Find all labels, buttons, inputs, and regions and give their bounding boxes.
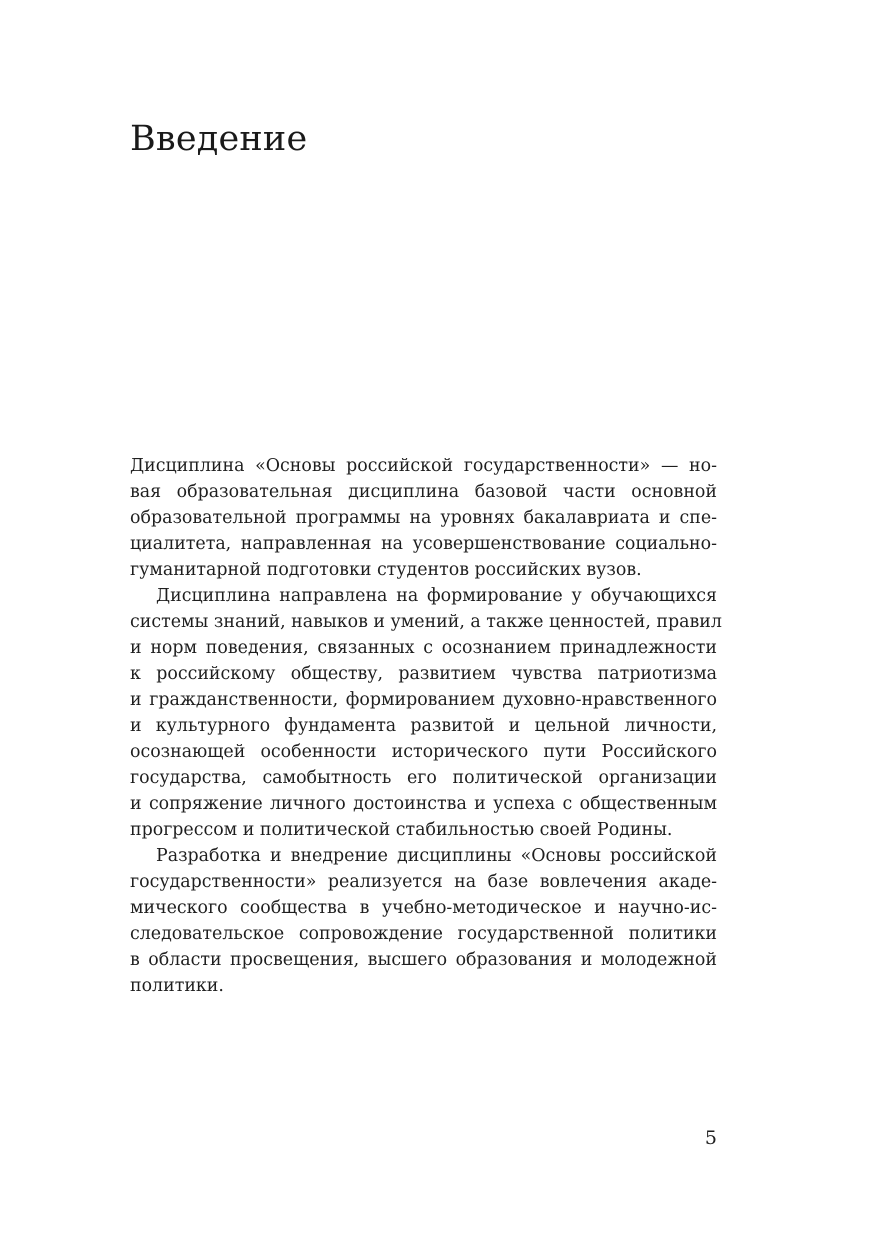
text-line: гуманитарной подготовки студентов российских вузов.: [130, 560, 642, 580]
text-line: вая образовательная дисциплина базовой части основной: [130, 482, 717, 502]
text-line: мического сообщества в учебно-методическое и научно-ис-: [130, 898, 717, 918]
text-line: государства, самобытность его политической организации: [130, 768, 717, 788]
text-line: образовательной программы на уровнях бакалавриата и спе-: [130, 508, 717, 528]
page-number: 5: [704, 1127, 717, 1149]
text-line: и культурного фундамента развитой и цельной личности,: [130, 716, 717, 736]
paragraph-2: [130, 583, 722, 843]
text-line: Разработка и внедрение дисциплины «Основы российской: [156, 846, 717, 866]
text-line: циалитета, направленная на усовершенствование социально-: [130, 534, 717, 554]
chapter-title: Введение: [130, 119, 308, 159]
text-line: следовательское сопровождение государственной политики: [130, 924, 717, 944]
paragraph-3: [130, 843, 717, 999]
text-line: прогрессом и политической стабильностью своей Родины.: [130, 820, 673, 840]
text-line: Дисциплина «Основы российской государственности» — но-: [130, 456, 717, 476]
text-line: и норм поведения, связанных с осознанием принадлежности: [130, 638, 717, 658]
text-line: и гражданственности, формированием духовно-нравственного: [130, 690, 717, 710]
text-line: системы знаний, навыков и умений, а также ценностей, правил: [130, 612, 722, 632]
text-line: государственности» реализуется на базе вовлечения акаде-: [130, 872, 717, 892]
text-line: политики.: [130, 976, 224, 996]
text-line: Дисциплина направлена на формирование у обучающихся: [156, 586, 717, 606]
text-line: к российскому обществу, развитием чувства патриотизма: [130, 664, 717, 684]
text-line: и сопряжение личного достоинства и успеха с общественным: [130, 794, 717, 814]
text-line: осознающей особенности исторического пути Российского: [130, 742, 717, 762]
text-line: в области просвещения, высшего образования и молодежной: [130, 950, 717, 970]
paragraph-1: [130, 453, 717, 583]
body-text: [130, 453, 722, 999]
